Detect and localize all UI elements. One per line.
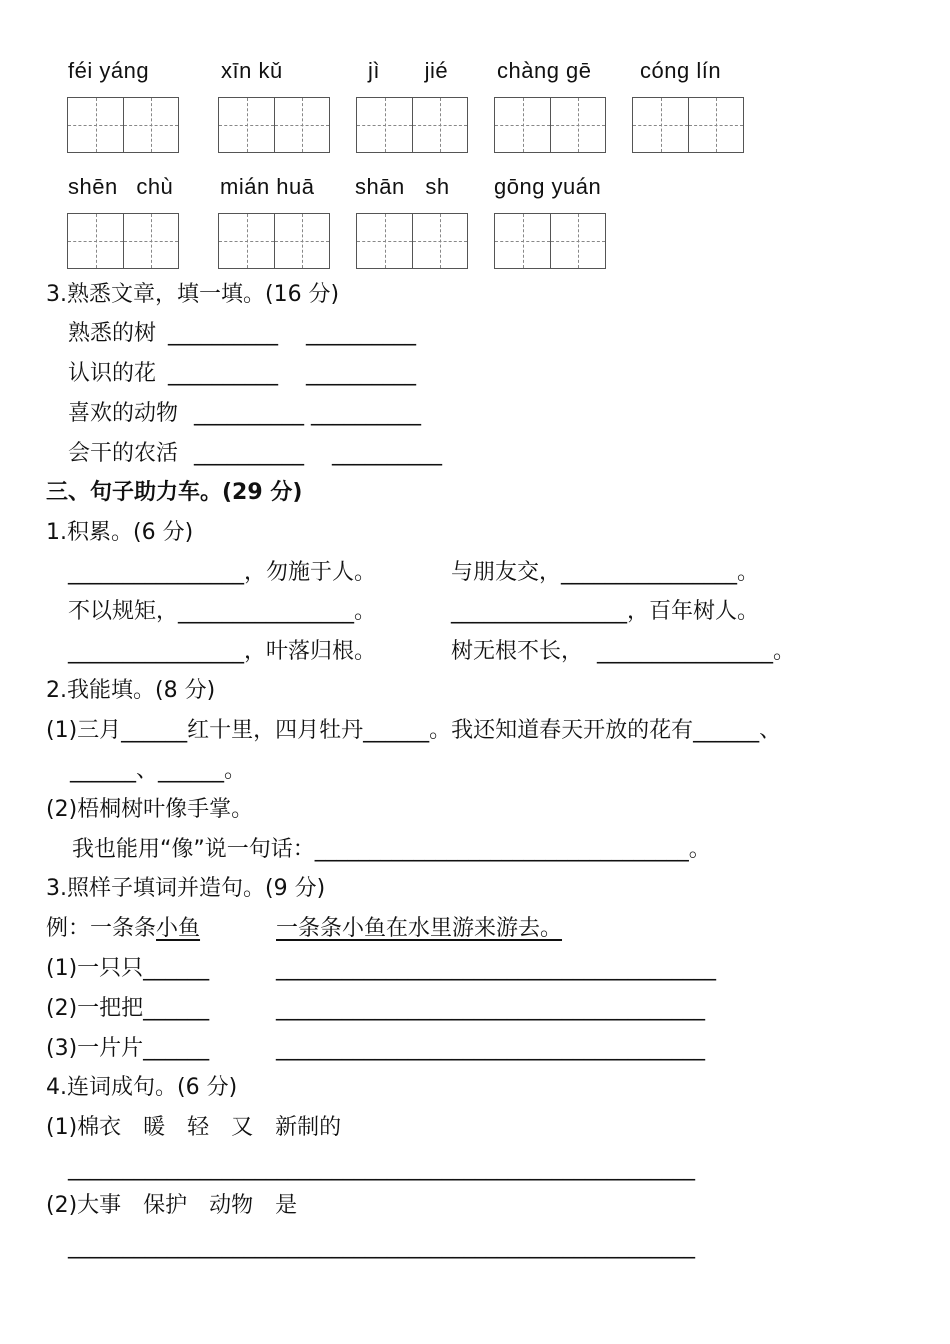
question-title: 3.照样子填词并造句。(9 分) — [46, 876, 326, 901]
accumulation-line[interactable]: 与朋友交，________________。 — [451, 560, 760, 585]
word-fill[interactable]: (1)一只只______ — [46, 956, 210, 981]
word-fill[interactable]: (3)一片片______ — [46, 1036, 210, 1061]
fill-blank[interactable]: __________ __________ — [168, 321, 416, 346]
example-word: 小鱼 — [156, 916, 201, 941]
sentence-blank[interactable]: _______________________________________ — [276, 996, 705, 1021]
sentence-line[interactable]: 我也能用“像”说一句话：__________________________________。 — [72, 837, 711, 862]
pinyin-8: shān sh — [355, 174, 450, 199]
question-title: 1.积累。(6 分) — [46, 520, 194, 545]
fill-label: 熟悉的树 — [68, 321, 157, 346]
accumulation-line[interactable]: ________________，百年树人。 — [451, 599, 760, 624]
pinyin-9: gōng yuán — [494, 174, 602, 199]
writing-grid[interactable] — [67, 213, 179, 269]
pinyin-3: jì jié — [368, 58, 449, 83]
answer-line[interactable]: _________________________________________________________ — [68, 1156, 695, 1181]
pinyin-5: cóng lín — [640, 58, 722, 83]
prompt-text: (2)梧桐树叶像手掌。 — [46, 797, 254, 822]
writing-grid[interactable] — [67, 97, 179, 153]
writing-grid[interactable] — [632, 97, 744, 153]
fill-blank[interactable]: __________ __________ — [194, 401, 421, 426]
writing-grid[interactable] — [494, 213, 606, 269]
fill-label: 会干的农活 — [68, 441, 179, 466]
pinyin-7: mián huā — [220, 174, 315, 199]
pinyin-1: féi yáng — [68, 58, 150, 83]
sentence-blank[interactable]: ________________________________________ — [276, 956, 716, 981]
section-title: 三、句子助力车。(29 分) — [46, 480, 303, 505]
question-title: 2.我能填。(8 分) — [46, 678, 216, 703]
writing-grid[interactable] — [218, 213, 330, 269]
accumulation-line[interactable]: 不以规矩，________________。 — [68, 599, 377, 624]
pinyin-4: chàng gē — [497, 58, 592, 83]
fill-label: 喜欢的动物 — [68, 401, 179, 426]
pinyin-2: xīn kǔ — [221, 58, 283, 83]
example-sentence: 一条条小鱼在水里游来游去。 — [276, 916, 563, 941]
accumulation-line[interactable]: 树无根不长， ________________。 — [451, 639, 795, 664]
fill-label: 认识的花 — [68, 361, 157, 386]
question-title: 4.连词成句。(6 分) — [46, 1075, 238, 1100]
word-fill[interactable]: (2)一把把______ — [46, 996, 210, 1021]
sentence-blank[interactable]: _______________________________________ — [276, 1036, 705, 1061]
word-list: (2)大事 保护 动物 是 — [46, 1193, 298, 1218]
answer-line[interactable]: _________________________________________________________ — [68, 1234, 695, 1259]
fill-blank[interactable]: __________ __________ — [194, 441, 442, 466]
example-line — [46, 918, 200, 940]
fill-blank[interactable]: __________ __________ — [168, 361, 416, 386]
pinyin-6: shēn chù — [68, 174, 174, 199]
accumulation-line[interactable]: ________________，叶落归根。 — [68, 639, 377, 664]
fill-line[interactable]: ______、______。 — [70, 758, 247, 783]
writing-grid[interactable] — [356, 97, 468, 153]
word-list: (1)棉衣 暖 轻 又 新制的 — [46, 1115, 342, 1140]
fill-line[interactable]: (1)三月______红十里，四月牡丹______。我还知道春天开放的花有______、 — [46, 718, 782, 743]
writing-grid[interactable] — [356, 213, 468, 269]
writing-grid[interactable] — [218, 97, 330, 153]
question-title: 3.熟悉文章，填一填。(16 分) — [46, 282, 340, 307]
accumulation-line[interactable]: ________________，勿施于人。 — [68, 560, 377, 585]
example-prefix: 例：一条条 — [46, 916, 157, 941]
writing-grid[interactable] — [494, 97, 606, 153]
